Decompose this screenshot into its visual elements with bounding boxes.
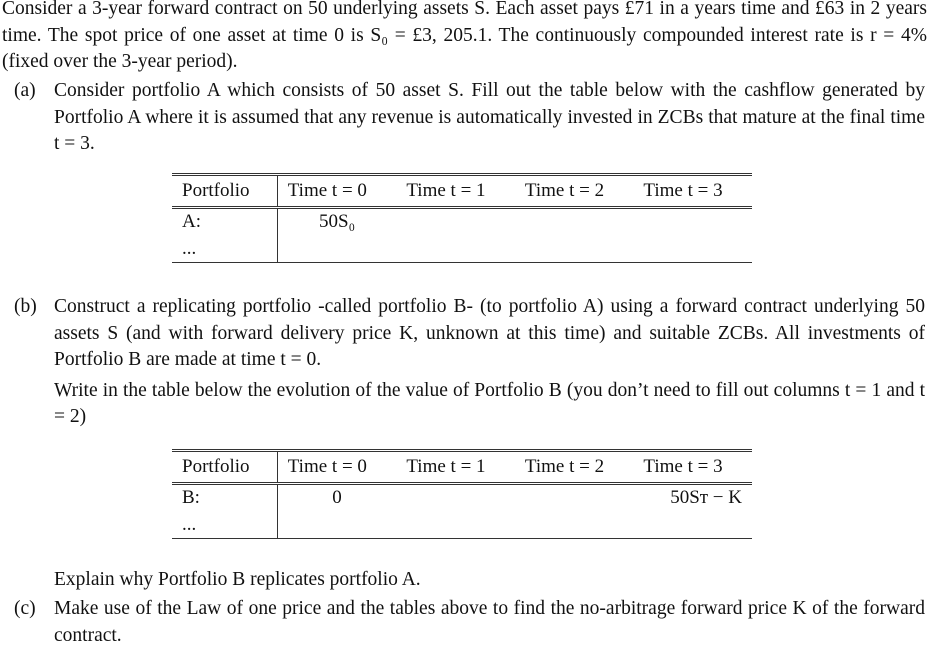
table-cell [515, 208, 634, 236]
header-cell: Time t = 3 [633, 175, 752, 208]
table-row [172, 236, 752, 263]
table-cell [396, 512, 515, 539]
table-cell [396, 208, 515, 236]
intro-paragraph: Consider a 3-year forward contract on 50 underlying assets S. Each asset pays £71 in a years time and £63 in 2 years time. The spot price of one asset at time 0 is S₀ = £3, 205.1. The continuously compounded interest rate is r = 4% (fixed over the 3-year period). [2, 0, 927, 72]
part-b-explain [14, 567, 925, 594]
table-cell: 0 [332, 487, 342, 508]
header-cell: Time t = 2 [515, 175, 634, 208]
header-cell: Portfolio [172, 451, 277, 484]
header-cell: Portfolio [172, 175, 277, 208]
part-a-label: (a) [14, 80, 36, 101]
table-cell: 50Sᴛ − K [670, 487, 742, 508]
part-b-instruction: Write in the table below the evolution of the value of Portfolio B (you don’t need to fill out columns t = 1 and t = 2) [54, 379, 925, 427]
part-b-text: Construct a replicating portfolio -called portfolio B- (to portfolio A) using a forward contract underlying 50 assets S (and with forward delivery price K, unknown at this time) and suitable ZCBs. All investments of Portfolio B are made at time t = 0. [54, 296, 925, 370]
portfolio-b-table [172, 449, 752, 539]
part-a [14, 78, 925, 158]
table-cell [277, 236, 396, 263]
header-cell: Time t = 3 [633, 451, 752, 484]
table-cell [515, 236, 634, 263]
part-c-text: Make use of the Law of one price and the tables above to find the no-arbitrage forward price K of the forward contract. [54, 598, 925, 646]
table-cell [396, 236, 515, 263]
table-header-row [172, 175, 752, 208]
table-cell: ... [172, 236, 277, 263]
table-row [172, 208, 752, 236]
part-a-text: Consider portfolio A which consists of 50 asset S. Fill out the table below with the cashflow generated by Portfolio A where it is assumed that any revenue is automatically invested in ZCBs that mature at the final time t = 3. [54, 80, 925, 154]
table-cell [515, 512, 634, 539]
part-b-label: (b) [14, 296, 37, 317]
table-cell: ... [172, 512, 277, 539]
header-cell: Time t = 2 [515, 451, 634, 484]
table-cell: 50S₀ [318, 211, 356, 232]
portfolio-a-table [172, 173, 752, 263]
header-cell: Time t = 0 [277, 175, 396, 208]
table-cell [633, 208, 752, 236]
table-cell: B: [172, 484, 277, 512]
table-row [172, 484, 752, 512]
part-c-label: (c) [14, 598, 36, 619]
part-c [14, 596, 925, 649]
table-cell [396, 484, 515, 512]
header-cell: Time t = 0 [277, 451, 396, 484]
table-cell [633, 236, 752, 263]
header-cell: Time t = 1 [396, 175, 515, 208]
table-cell [515, 484, 634, 512]
table-cell [277, 512, 396, 539]
table-header-row [172, 451, 752, 484]
header-cell: Time t = 1 [396, 451, 515, 484]
table-cell [633, 512, 752, 539]
part-b [14, 294, 925, 431]
part-b-explain-text: Explain why Portfolio B replicates portfolio A. [54, 569, 421, 590]
table-row [172, 512, 752, 539]
table-cell: A: [172, 208, 277, 236]
